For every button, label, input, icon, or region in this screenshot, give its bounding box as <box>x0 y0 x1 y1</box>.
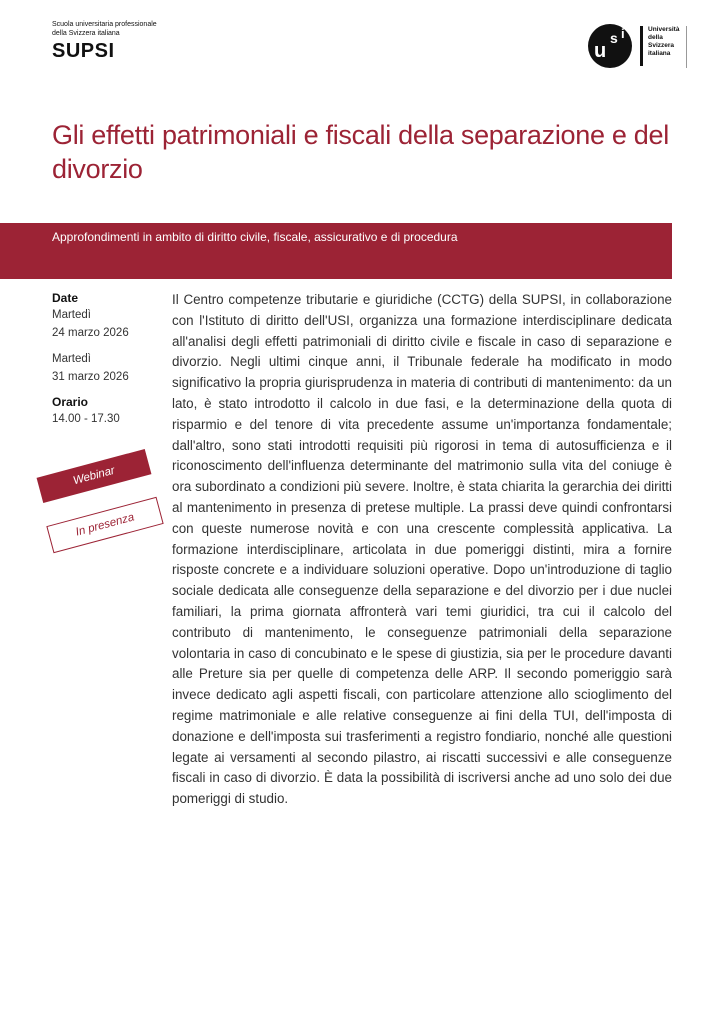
supsi-tagline-2: della Svizzera italiana <box>52 30 120 37</box>
header-divider <box>686 26 687 68</box>
date2-value: 31 marzo 2026 <box>52 371 129 383</box>
event-info-sidebar <box>52 290 162 428</box>
usi-logo-circle-icon: u s i <box>588 24 632 68</box>
supsi-logo <box>52 20 157 63</box>
usi-logo-text: Università della Svizzera italiana <box>648 26 680 57</box>
date2-day: Martedì <box>52 353 91 365</box>
supsi-wordmark: SUPSI <box>52 40 115 62</box>
page-title: Gli effetti patrimoniali e fiscali della separazione e del divorzio <box>52 120 669 184</box>
usi-logo <box>588 24 688 70</box>
supsi-tagline-1: Scuola universitaria professionale <box>52 21 157 28</box>
date1-day: Martedì <box>52 309 91 321</box>
usi-logo-bar <box>640 26 643 66</box>
in-presenza-badge: In presenza <box>46 497 163 554</box>
description-paragraph: Il Centro competenze tributarie e giuridiche (CCTG) della SUPSI, in collaborazione con l'Istituto di diritto dell'USI, organizza una formazione interdisciplinare dedicata all'analisi degli effetti patrimoniali di diritto civile e fiscale in caso di separazione e divorzio. Negli ultimi cinque anni, il Tribunale federale ha modificato in modo significativo la propria giurisprudenza in materia di contributi di mantenimento: da un lato, è stato introdotto il calcolo in due fasi, e la determinazione della quota di risparmio e del tenore di vita precedente assume un'importanza fondamentale; dall'altro, sono stati introdotti requisiti più rigorosi in tema di autosufficienza e il riconoscimento dell'influenza determinante del matrimonio sulla vita del coniuge è ora subordinato a condizioni più severe. Inoltre, è stata chiarita la gerarchia dei diritti al mantenimento in presenza di pretese multiple. La prassi deve quindi confrontarsi con queste numerose novità e con una crescente complessità applicativa. La formazione interdisciplinare, articolata in due pomeriggi distinti, mira a fornire risposte concrete e a individuare soluzioni operative. Dopo un'introduzione di taglio sociale dedicata alle conseguenze della separazione e del divorzio per i due nuclei familiari, la prima giornata affronterà vari temi giuridici, tra cui il calcolo del contributo di mantenimento, le conseguenze patrimoniali della separazione volontaria in caso di concubinato e le spese di giustizia, sia per le procedure davanti alle Preture sia per quelle di competenza delle ARP. Il secondo pomeriggio sarà invece dedicato agli aspetti fiscali, con particolare attenzione allo scioglimento del regime matrimoniale e alle relative conseguenze ai fini della TUI, dell'imposta di donazione e dell'imposta sui trasferimenti a registro fondiario, nonché alle questioni legate ai versamenti al secondo pilastro, ai riscatti successivi e alle conseguenze fiscali in caso di divorzio. È data la possibilità di iscriversi anche ad uno solo dei due pomeriggi di studio. <box>172 292 672 807</box>
page-subtitle: Approfondimenti in ambito di diritto civile, fiscale, assicurativo e di procedura <box>52 230 458 244</box>
subtitle-band <box>0 223 672 279</box>
webinar-badge: Webinar <box>37 449 152 503</box>
time-label: Orario <box>52 395 89 409</box>
time-value: 14.00 - 17.30 <box>52 413 120 425</box>
date1-value: 24 marzo 2026 <box>52 327 129 339</box>
dates-label: Date <box>52 291 79 305</box>
